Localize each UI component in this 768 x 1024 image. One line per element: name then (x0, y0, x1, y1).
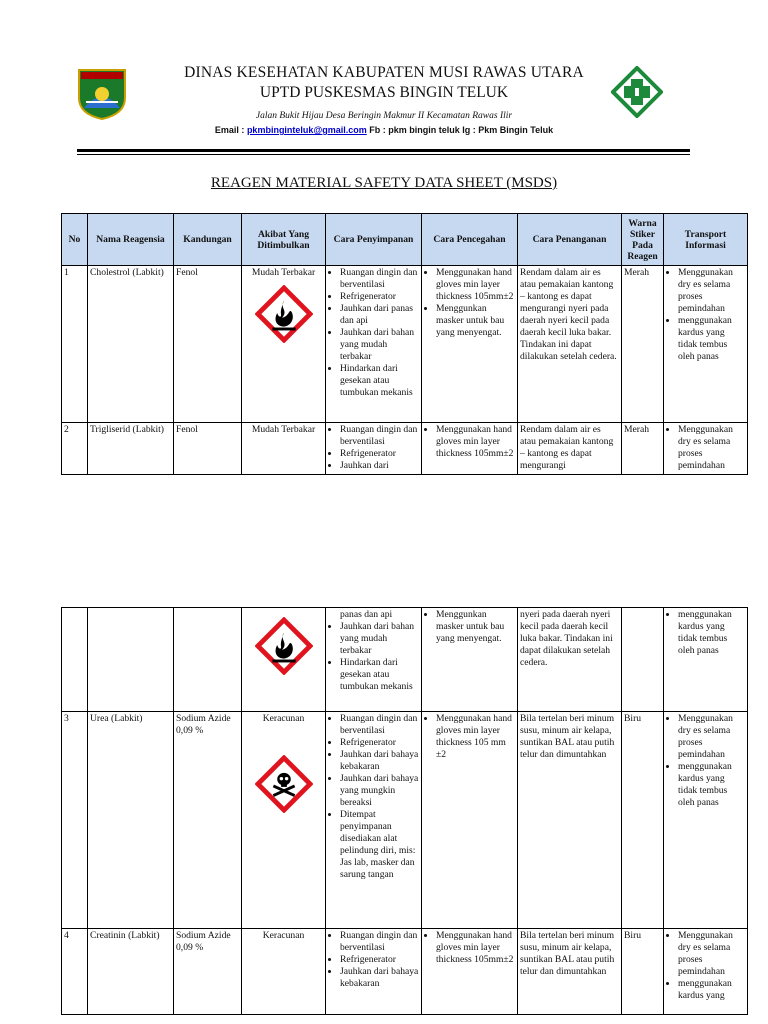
email-label: Email : (214, 125, 247, 135)
storage-cell (326, 423, 422, 475)
transport-cell (664, 423, 748, 475)
table-row (62, 929, 748, 1015)
reagent-content: Sodium Azide 0,09 % (174, 929, 242, 1015)
prevention-cell (422, 423, 518, 475)
address: Jalan Bukit Hijau Desa Beringin Makmur II Kecamatan Rawas Ilir (255, 111, 513, 121)
prevention-cell (422, 929, 518, 1015)
reagent-content: Sodium Azide 0,09 % (174, 712, 242, 929)
storage-cell (326, 266, 422, 423)
list-item: • Menggunakan dry es selama proses pemindahan (678, 267, 745, 315)
list-item: • Menggunkan masker untuk bau yang menyengat. (436, 303, 515, 339)
msds-table-continued (61, 607, 748, 1015)
prevention-cell (422, 712, 518, 929)
list-item: • menggunakan kardus yang tidak tembus oleh panas (678, 315, 745, 363)
storage-cell (326, 608, 422, 712)
list-item: • menggunakan kardus yang (678, 978, 745, 1002)
reagent-content: Fenol (174, 266, 242, 423)
list-item: • Refrigenerator (340, 291, 419, 303)
list-item: • Menggunakan hand gloves min layer thickness 105mm±2 (436, 424, 515, 460)
col-header: Transport Informasi (664, 214, 748, 266)
storage-cell (326, 712, 422, 929)
sticker-color: Merah (622, 423, 664, 475)
list-item: • Hindarkan dari gesekan atau tumbukan mekanis (340, 363, 419, 399)
list-item: • Refrigenerator (340, 737, 419, 749)
col-header: Nama Reagensia (88, 214, 174, 266)
prevention-cell (422, 266, 518, 423)
institution-name: DINAS KESEHATAN KABUPATEN MUSI RAWAS UTARA (184, 64, 584, 81)
hazard-effect: Mudah Terbakar (251, 267, 316, 278)
col-header: Cara Pencegahan (422, 214, 518, 266)
col-header: Warna Stiker Pada Reagen (622, 214, 664, 266)
list-item: • Refrigenerator (340, 954, 419, 966)
list-item: • Ruangan dingin dan berventilasi (340, 930, 419, 954)
col-header: No (62, 214, 88, 266)
list-item: • menggunakan kardus yang tidak tembus oleh panas (678, 761, 745, 809)
col-header: Cara Penyimpanan (326, 214, 422, 266)
msds-table (61, 213, 748, 475)
continued-text: panas dan api (340, 609, 393, 620)
row-number: 3 (62, 712, 88, 929)
table-row (62, 712, 748, 929)
list-item: • menggunakan kardus yang tidak tembus oleh panas (678, 609, 745, 657)
reagent-content (174, 608, 242, 712)
table-header-row (62, 214, 748, 266)
storage-cell (326, 929, 422, 1015)
handling-cell: nyeri pada daerah nyeri kecil pada daerah kecil luka bakar. Tindakan ini dapat dilakukan setelah cedera. (518, 608, 622, 712)
row-number (62, 608, 88, 712)
row-number: 1 (62, 266, 88, 423)
prevention-cell (422, 608, 518, 712)
list-item: • Jauhkan dari bahaya kebakaran (340, 966, 419, 990)
sticker-color: Biru (622, 929, 664, 1015)
reagent-name: Urea (Labkit) (88, 712, 174, 929)
list-item: • Refrigenerator (340, 448, 419, 460)
handling-cell: Rendam dalam air es atau pemakaian kantong – kantong es dapat mengurangi (518, 423, 622, 475)
transport-cell (664, 929, 748, 1015)
reagent-content: Fenol (174, 423, 242, 475)
email-link[interactable]: pkmbinginteluk@gmail.com (246, 125, 367, 135)
col-header: Kandungan (174, 214, 242, 266)
document-title: REAGEN MATERIAL SAFETY DATA SHEET (MSDS) (210, 175, 558, 191)
handling-cell: Rendam dalam air es atau pemakaian kantong – kantong es dapat mengurangi nyeri pada daerah nyeri kecil pada daerah kecil luka bakar. Tindakan ini dapat dilakukan setelah cedera. (518, 266, 622, 423)
handling-cell: Bila tertelan beri minum susu, minum air kelapa, suntikan BAL atau putih telur dan dimuntahkan (518, 712, 622, 929)
col-header: Akibat Yang Ditimbulkan (242, 214, 326, 266)
hazard-cell (242, 712, 326, 929)
list-item: • Ruangan dingin dan berventilasi (340, 267, 419, 291)
list-item: • Menggunakan dry es selama proses pemindahan (678, 713, 745, 761)
list-item: • Menggunkan masker untuk bau yang menyengat. (436, 609, 515, 645)
handling-cell: Bila tertelan beri minum susu, minum air kelapa, suntikan BAL atau putih telur dan dimuntahkan (518, 929, 622, 1015)
table-row (62, 423, 748, 475)
list-item: • Jauhkan dari bahaya yang mungkin bereaksi (340, 773, 419, 809)
list-item: • Jauhkan dari panas dan api (340, 303, 419, 327)
list-item: • Ditempat penyimpanan disediakan alat pelindung diri, mis: Jas lab, masker dan sarung tangan (340, 809, 419, 881)
list-item: • Menggunakan dry es selama proses pemindahan (678, 930, 745, 978)
contact-line (0, 125, 768, 135)
hazard-effect: Mudah Terbakar (242, 423, 326, 475)
reagent-name (88, 608, 174, 712)
reagent-name: Cholestrol (Labkit) (88, 266, 174, 423)
col-header: Cara Penanganan (518, 214, 622, 266)
list-item: • Jauhkan dari bahan yang mudah terbakar (340, 621, 419, 657)
sticker-color: Merah (622, 266, 664, 423)
social-handles: Fb : pkm bingin teluk Ig : Pkm Bingin Teluk (366, 125, 554, 135)
list-item: • Jauhkan dari bahaya kebakaran (340, 749, 419, 773)
header-divider-thick (77, 149, 690, 152)
row-number: 4 (62, 929, 88, 1015)
flammable-icon (255, 617, 313, 675)
hazard-cell (242, 266, 326, 423)
flammable-icon (255, 285, 313, 343)
list-item: • Menggunakan hand gloves min layer thickness 105mm±2 (436, 267, 515, 303)
header-divider-thin (77, 154, 690, 155)
hazard-cell (242, 608, 326, 712)
hazard-effect: Keracunan (262, 713, 305, 724)
list-item: • Menggunakan dry es selama proses pemindahan (678, 424, 745, 472)
reagent-name: Trigliserid (Labkit) (88, 423, 174, 475)
sticker-color: Biru (622, 712, 664, 929)
list-item: • Ruangan dingin dan berventilasi (340, 713, 419, 737)
list-item: • Jauhkan dari bahan yang mudah terbakar (340, 327, 419, 363)
transport-cell (664, 266, 748, 423)
list-item: • Menggunakan hand gloves min layer thickness 105 mm ±2 (436, 713, 515, 761)
sticker-color (622, 608, 664, 712)
transport-cell (664, 608, 748, 712)
list-item: • Jauhkan dari (340, 460, 419, 472)
hazard-effect: Keracunan (242, 929, 326, 1015)
unit-name: UPTD PUSKESMAS BINGIN TELUK (259, 84, 509, 101)
table-row (62, 266, 748, 423)
reagent-name: Creatinin (Labkit) (88, 929, 174, 1015)
list-item: • Menggunakan hand gloves min layer thickness 105mm±2 (436, 930, 515, 966)
table-row (62, 608, 748, 712)
toxic-icon (255, 755, 313, 813)
list-item: • Ruangan dingin dan berventilasi (340, 424, 419, 448)
row-number: 2 (62, 423, 88, 475)
list-item: • Hindarkan dari gesekan atau tumbukan mekanis (340, 657, 419, 693)
transport-cell (664, 712, 748, 929)
